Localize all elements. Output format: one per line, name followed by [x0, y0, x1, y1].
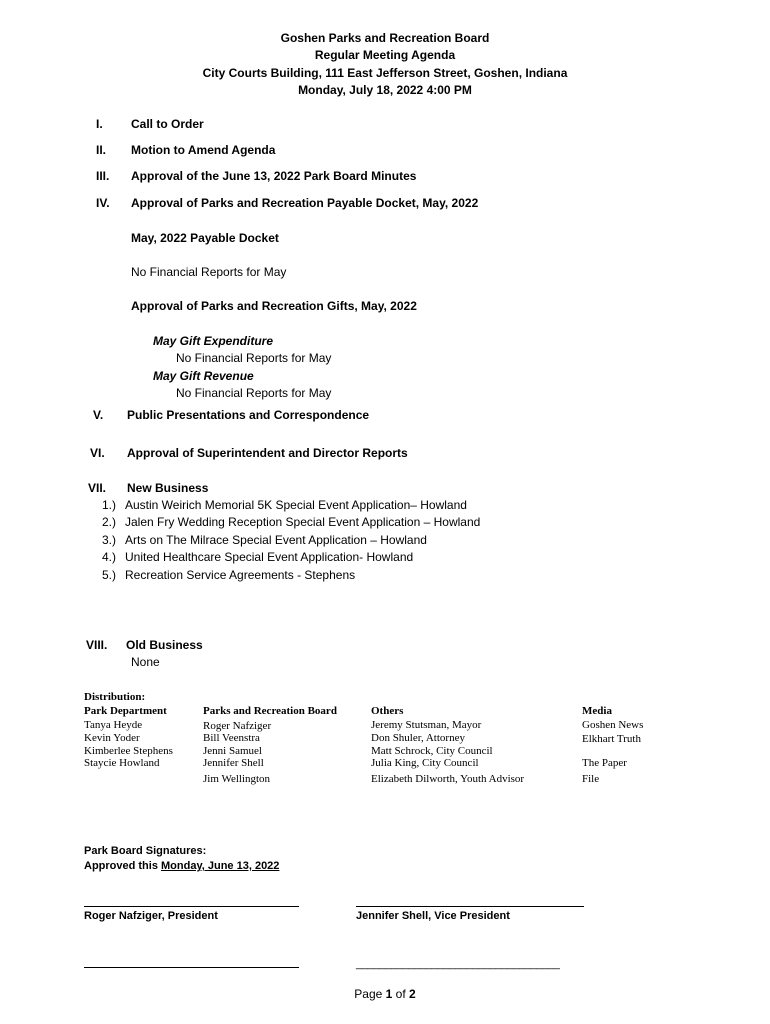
park-department-heading: Park Department — [84, 705, 167, 717]
approved-line — [84, 860, 279, 872]
title-line-3: City Courts Building, 111 East Jefferson Street, Goshen, Indiana — [202, 66, 568, 80]
others-name: Elizabeth Dilworth, Youth Advisor — [371, 773, 525, 785]
others-name: Matt Schrock, City Council — [371, 745, 493, 757]
media-heading: Media — [582, 705, 612, 717]
new-business-item-5-number: 5.) — [102, 568, 117, 582]
distribution-title: Distribution: — [84, 691, 146, 703]
media-name: The Paper — [582, 757, 627, 769]
agenda-viii-number: VIII. — [86, 638, 108, 652]
payable-docket-note: No Financial Reports for May — [131, 265, 287, 279]
title-line-2: Regular Meeting Agenda — [314, 48, 456, 62]
vice-president-signature-line — [356, 906, 584, 907]
new-business-item-3: Arts on The Milrace Special Event Application – Howland — [125, 533, 427, 547]
agenda-iii-label: Approval of the June 13, 2022 Park Board Minutes — [131, 169, 417, 183]
approved-date: Monday, June 13, 2022 — [161, 860, 280, 872]
new-business-item-4-number: 4.) — [102, 550, 117, 564]
new-business-item-4: United Healthcare Special Event Application- Howland — [125, 550, 414, 564]
title-line-4: Monday, July 18, 2022 4:00 PM — [298, 83, 472, 97]
page-of: of — [392, 987, 410, 1001]
gifts-title: Approval of Parks and Recreation Gifts, May, 2022 — [131, 299, 417, 313]
old-business-note: None — [131, 655, 160, 669]
board-member-name: Roger Nafziger — [203, 720, 272, 732]
board-member-name: Jenni Samuel — [203, 745, 262, 757]
others-heading: Others — [371, 705, 404, 717]
board-member-name: Bill Veenstra — [203, 732, 260, 744]
new-business-item-1-number: 1.) — [102, 498, 117, 512]
gift-revenue-heading: May Gift Revenue — [153, 369, 254, 383]
agenda-iii-number: III. — [96, 169, 110, 183]
agenda-iv-label: Approval of Parks and Recreation Payable Docket, May, 2022 — [131, 196, 479, 210]
agenda-vi-number: VI. — [90, 446, 105, 460]
title-line-1: Goshen Parks and Recreation Board — [280, 31, 490, 45]
others-name: Julia King, City Council — [371, 757, 479, 769]
media-name: Elkhart Truth — [582, 733, 641, 745]
new-business-item-1: Austin Weirich Memorial 5K Special Event Application– Howland — [125, 498, 467, 512]
others-name: Don Shuler, Attorney — [371, 732, 465, 744]
gift-expenditure-heading: May Gift Expenditure — [153, 334, 274, 348]
agenda-vi-label: Approval of Superintendent and Director Reports — [127, 446, 408, 460]
vice-president-label: Jennifer Shell, Vice President — [356, 910, 510, 922]
agenda-ii-number: II. — [96, 143, 107, 157]
page-total: 2 — [409, 987, 416, 1001]
signature-line-4: ___________________________________ — [356, 958, 560, 970]
agenda-i-label: Call to Order — [131, 117, 204, 131]
page-number — [0, 987, 770, 1001]
agenda-ii-label: Motion to Amend Agenda — [131, 143, 276, 157]
payable-docket-title: May, 2022 Payable Docket — [131, 231, 279, 245]
park-department-name: Kevin Yoder — [84, 732, 140, 744]
page-current: 1 — [385, 987, 393, 1001]
agenda-vii-label: New Business — [127, 481, 209, 495]
new-business-item-2: Jalen Fry Wedding Reception Special Event Application – Howland — [125, 515, 481, 529]
others-name: Jeremy Stutsman, Mayor — [371, 719, 482, 731]
park-department-name: Kimberlee Stephens — [84, 745, 173, 757]
agenda-iv-number: IV. — [96, 196, 110, 210]
president-label: Roger Nafziger, President — [84, 910, 218, 922]
media-name: File — [582, 773, 600, 785]
president-signature-line — [84, 906, 299, 907]
media-name: Goshen News — [582, 719, 644, 731]
agenda-vii-number: VII. — [88, 481, 107, 495]
new-business-item-5: Recreation Service Agreements - Stephens — [125, 568, 356, 582]
new-business-item-2-number: 2.) — [102, 515, 117, 529]
park-department-name: Staycie Howland — [84, 757, 160, 769]
agenda-i-number: I. — [96, 117, 103, 131]
gift-expenditure-note: No Financial Reports for May — [176, 351, 332, 365]
agenda-v-number: V. — [93, 408, 104, 422]
signature-line-3 — [84, 967, 299, 968]
board-heading: Parks and Recreation Board — [203, 705, 337, 717]
gift-revenue-note: No Financial Reports for May — [176, 386, 332, 400]
page-prefix: Page — [354, 987, 386, 1001]
approved-prefix: Approved this — [84, 860, 162, 872]
board-member-name: Jim Wellington — [203, 773, 271, 785]
agenda-v-label: Public Presentations and Correspondence — [127, 408, 370, 422]
agenda-viii-label: Old Business — [126, 638, 203, 652]
park-department-name: Tanya Heyde — [84, 719, 143, 731]
board-member-name: Jennifer Shell — [203, 757, 264, 769]
new-business-item-3-number: 3.) — [102, 533, 117, 547]
signatures-title: Park Board Signatures: — [84, 845, 207, 857]
